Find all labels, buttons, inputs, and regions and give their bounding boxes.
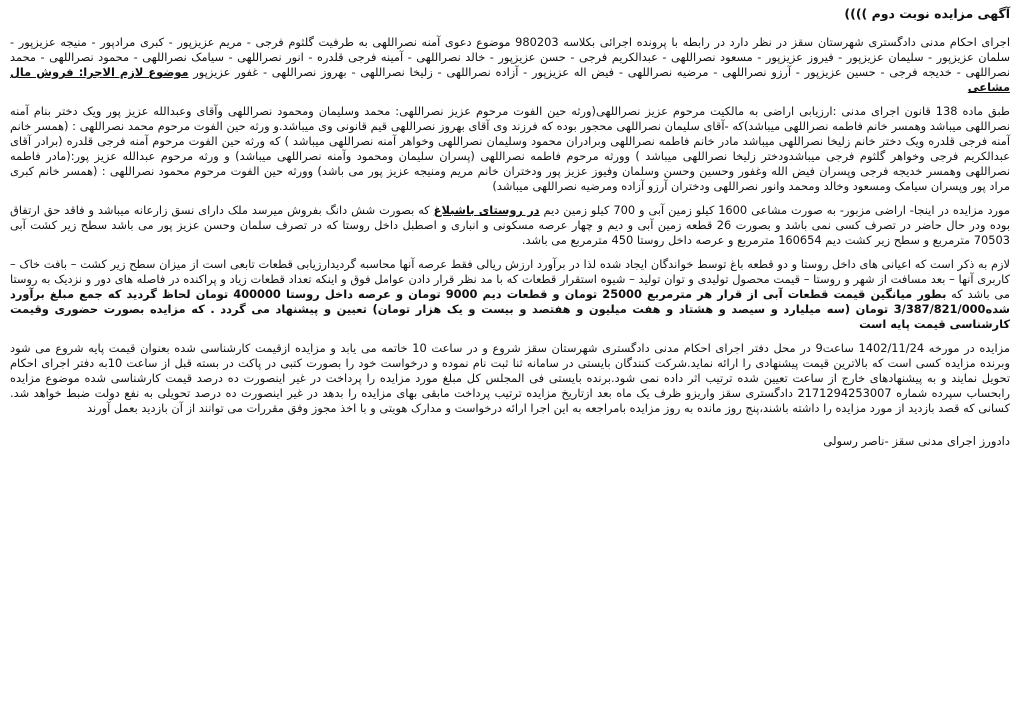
notice-paragraph-parties bbox=[10, 35, 1010, 95]
notice-title: آگهی مزایده نوبت دوم )))) bbox=[844, 6, 1010, 21]
notice-paragraph-valuation bbox=[10, 257, 1010, 332]
heirs-text: طبق ماده 138 قانون اجرای مدنی :ارزیابی اراضی به مالکیت مرحوم عزیز نصراللهی(ورثه حین الفوت مرحوم عزیز نصراللهی: محمد وسلیمان ومحمود نصراللهی وآقای وعبدالله عزیز پور ویک دختر بنام آمنه نصراللهی میباشد وهمسر خانم فاطمه نصراللهی میباشد)که -آقای سلیمان نصراللهی محجور بوده که فرزند وی آقای بهروز نصراللهی قیم قانونی وی میباشد.و ورثه حین الفوت مرحوم محمد نصراللهی : (همسر خانم آمنه فرجی قلدره ویک دختر خانم زلیخا نصراللهی میباشد مادر خانم فاطمه نصراللهی وبرادران محمود وسلیمان نصراللهی وخواهر آمنه نصراللهی میباشد ) که ورثه حین الفوت مرحوم آمنه فرجی قلدره (برادر آقای عبدالکریم فرجی وخواهر گلثوم فرجی میباشدودختر زلیخا نصراللهی میباشد ) وورثه مرحوم فاطمه نصراللهی (پسران سلیمان ومحمود وآمنه نصراللهی میباشد) و ورثه مرحوم عبدالله عزیز پور:(مادر فاطمه نصراللهی وهمسر خدیجه فرجی وپسران فیض الله وغفور وحسین وحسن وسلمان وفیوز عزیز پور ودختران خانم مریم ومنیجه عزیز پور می باشد) وورثه حین الفوت مرحوم محمود نصراللهی : (همسر خانم کبری مراد پور وپسران سیامک ومسعود وخالد ومحمد وانور نصراللهی ودختران آرزو آزاده ومرضیه نصراللهی میباشد) bbox=[10, 104, 1010, 193]
property-text-1: مورد مزایده در اینجا- اراضی مزبور- به صورت مشاعی 1600 کیلو زمین آبی و 700 کیلو زمین دیم bbox=[543, 203, 1011, 217]
auction-terms-text: مزایده در مورخه 1402/11/24 ساعت9 در محل دفتر اجرای احکام مدنی دادگستری شهرستان سقز شروع و در ساعت 10 خاتمه می یابد و مزایده ازقیمت کارشناسی شده بعنوان قیمت پایه شروع می شود وبرنده مزایده کسی است که بالاترین قیمت پیشنهادی را ارائه نماید.شرکت کنندگان بایستی در سامانه ثنا ثبت نام نموده و درخواست خود را بصورت کتبی در پاکت در بسته قبل از ساعت 10به دفتر اجرای احکام تحویل نمایند و به پیشنهادهای خارج از ساعت تعیین شده ترتیب اثر داده نمی شود.برنده بایستی فی المجلس کل مبلغ مورد مزایده را پرداخت در غیر اینصورت ده درصد قیمت کارشناسی شده موضوع مزایده رابحساب سپرده شماره 2171294253007 دادگستری سقز واریزو ظرف یک ماه بعد ازتاریخ مزایده ترتیب پرداخت مابقی بهای مزایده را بدهد در غیر اینصورت ده درصد تحویلی به نفع دولت ضبط خواهد شد. کسانی که قصد بازدید از مورد مزایده را داشته باشند،پنج روز مانده به روز مزایده بامراجعه به این اجرا ارائه درخواست و مدارک هویتی و با اخذ مجوز وفق مقررات می توانند از آن بازدید بعمل آورند bbox=[10, 341, 1010, 415]
notice-paragraph-auction-terms bbox=[10, 341, 1010, 416]
parties-text: اجرای احکام مدنی دادگستری شهرستان سقز در نظر دارد در رابطه با پرونده اجرائی بکلاسه 980203 موضوع دعوی آمنه نصراللهی به طرفیت گلثوم فرجی - مریم عزیزپور - کبری مرادپور - منیجه عزیزپور - سلمان عزیزپور - سلیمان عزیزپور - فیروز عزیزپور - مسعود نصراللهی - عبدالکریم فرجی - حسن عزیزپور - خالد نصراللهی - آمینه فرجی قلدره - انور نصراللهی - سیامک نصراللهی - محمود نصراللهی - محمد نصراللهی - خدیجه فرجی - حسین عزیزپور - آرزو نصراللهی - مرضیه نصراللهی - فیض اله عزیزپور - آزاده نصراللهی - زلیخا نصراللهی - بهروز نصراللهی - غفور عزیزپور bbox=[10, 35, 1010, 79]
notice-paragraph-property bbox=[10, 203, 1010, 248]
subject-text: موضوع لازم الاجرا: فروش مال مشاعی bbox=[10, 65, 1010, 94]
valuation-price-text: بطور میانگین قیمت قطعات آبی از قرار هر مترمربع 25000 تومان و قطعات دیم 9000 تومان و عرصه داخل روستا 400000 تومان لحاظ گردید که جمع مبلغ برآورد شده3/387/821/000 تومان (سه میلیارد و سیصد و هشتاد و هفت میلیون و هفتصد و بیست و یک هزار تومان) تعیین و پیشنهاد می گردد . که مزایده بصورت حضوری وقیمت کارشناسی قیمت پایه است bbox=[10, 287, 1010, 331]
signature: دادورز اجرای مدنی سقز -ناصر رسولی bbox=[823, 434, 1010, 448]
notice-paragraph-heirs bbox=[10, 104, 1010, 194]
property-text-2: که بصورت شش دانگ بفروش میرسد ملک دارای نسق زارعانه میباشد و فاقد حق ارتفاق بوده ودر حال حاضر در تصرف کسی نمی باشد و بصورت 26 قطعه زمین آبی و دیم و چهار عرصه مسکونی و انباری و اصطبل داخل روستا که در تصرف سلمان وحسن عزیز پور می باشد سطح زیر کشت آبی 70503 مترمربع و سطح زیر کشت دیم 160654 مترمربع و عرصه داخل روستا 450 مترمربع می باشد. bbox=[10, 203, 1010, 247]
valuation-text: لازم به ذکر است که اعیانی های داخل روستا و دو قطعه باغ توسط خواندگان ایجاد شده لذا در برآورد ارزش ریالی فقط عرصه آنها محاسبه گردیدارزیابی قطعات تابعی است از میزان سطح زیر کشت – بافت خاک – کاربری آنها – بعد مسافت از شهر و روستا – قیمت محصول تولیدی و توان تولید – شیوه استقرار قطعات که با مد نظر قرار دادن عوامل فوق و اینکه تعداد قطعات زیاد و پراکنده در فاصله های دور و نزدیک به روستا می باشد که bbox=[10, 257, 1010, 301]
notice-document bbox=[10, 6, 1010, 696]
village-name: در روستای باشبلاغ bbox=[433, 203, 540, 217]
